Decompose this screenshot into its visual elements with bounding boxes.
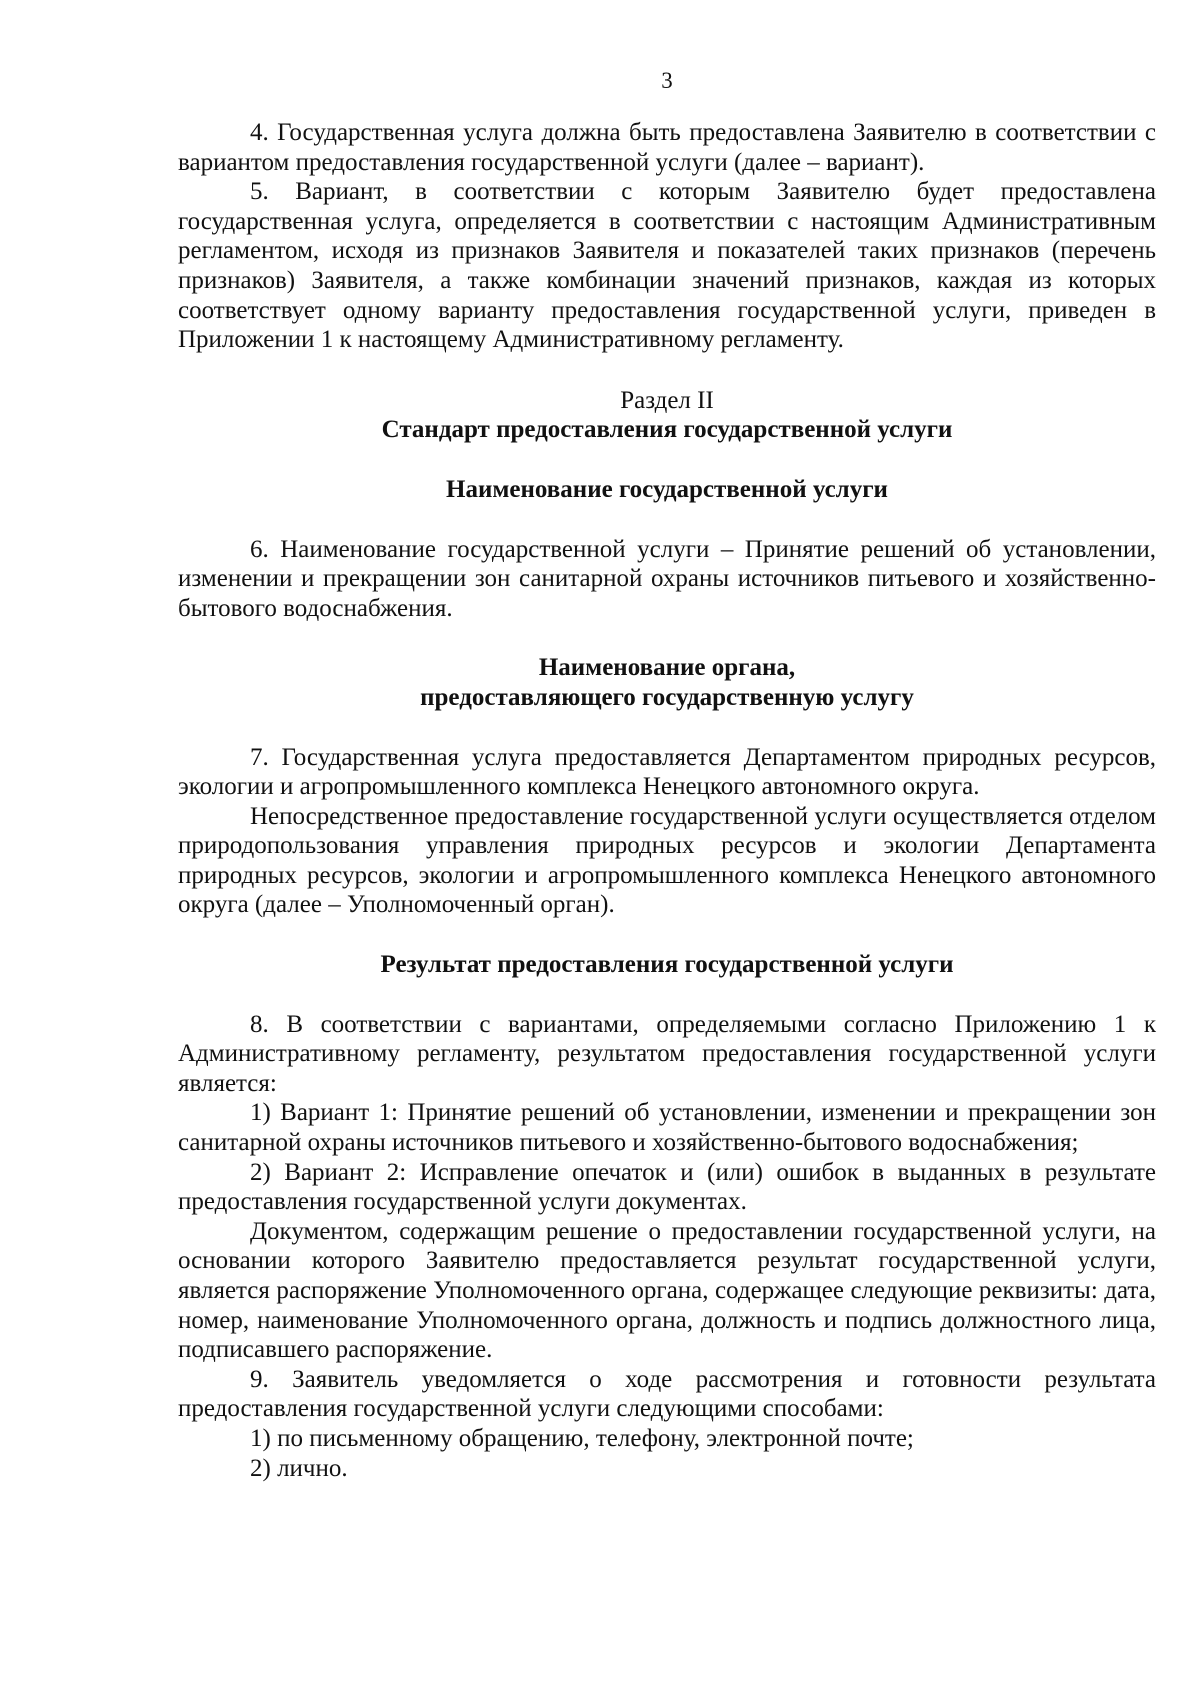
document-page [178,66,1156,1483]
heading-organ-line1: Наименование органа, [538,654,796,682]
paragraph-8-document: Документом, содержащим решение о предоставлении государственной услуги, на основании которого Заявителю предоставляется результат государственной услуги, является распоряжение Уполномоченного органа, содержащее следующие реквизиты: дата, номер, наименование Уполномоченного органа, должность и подпись должностного лица, подписавшего распоряжение. [178,1217,1156,1364]
paragraph-8-item-1: 1) Вариант 1: Принятие решений об установлении, изменении и прекращении зон санитарной охраны источников питьевого и хозяйственно-бытового водоснабжения; [178,1099,1156,1157]
paragraph-7-cont: Непосредственное предоставление государственной услуги осуществляется отделом природопользования управления природных ресурсов и экологии Департамента природных ресурсов, экологии и агропромышленного комплекса Ненецкого автономного округа (далее – Уполномоченный орган). [178,802,1156,919]
paragraph-6: 6. Наименование государственной услуги – Принятие решений об установлении, изменении и прекращении зон санитарной охраны источников питьевого и хозяйственно-бытового водоснабжения. [178,535,1156,622]
heading-organ-line2: предоставляющего государственную услугу [420,683,914,711]
paragraph-8-item-2: 2) Вариант 2: Исправление опечаток и (или) ошибок в выданных в результате предоставления государственной услуги документах. [178,1158,1156,1216]
heading-result: Результат предоставления государственной услуги [380,951,954,979]
heading-service-name: Наименование государственной услуги [446,475,888,503]
page-number: 3 [661,68,673,93]
paragraph-9: 9. Заявитель уведомляется о ходе рассмотрения и готовности результата предоставления государственной услуги следующими способами: [178,1365,1156,1423]
paragraph-5: 5. Вариант, в соответствии с которым Заявителю будет предоставлена государственная услуга, определяется в соответствии с настоящим Административным регламентом, исходя из признаков Заявителя и показателей таких признаков (перечень признаков) Заявителя, а также комбинации значений признаков, каждая из которых соответствует одному варианту предоставления государственной услуги, приведен в Приложении 1 к настоящему Административному регламенту. [178,178,1156,354]
paragraph-7: 7. Государственная услуга предоставляется Департаментом природных ресурсов, экологии и агропромышленного комплекса Ненецкого автономного округа. [178,743,1156,801]
section-label: Раздел II [620,386,714,414]
paragraph-9-item-1: 1) по письменному обращению, телефону, электронной почте; [250,1424,914,1452]
paragraph-8: 8. В соответствии с вариантами, определяемыми согласно Приложению 1 к Административному регламенту, результатом предоставления государственной услуги является: [178,1010,1156,1097]
section-title: Стандарт предоставления государственной услуги [381,416,953,444]
paragraph-9-item-2: 2) лично. [250,1454,348,1482]
paragraph-4: 4. Государственная услуга должна быть предоставлена Заявителю в соответствии с вариантом предоставления государственной услуги (далее – вариант). [178,119,1156,176]
